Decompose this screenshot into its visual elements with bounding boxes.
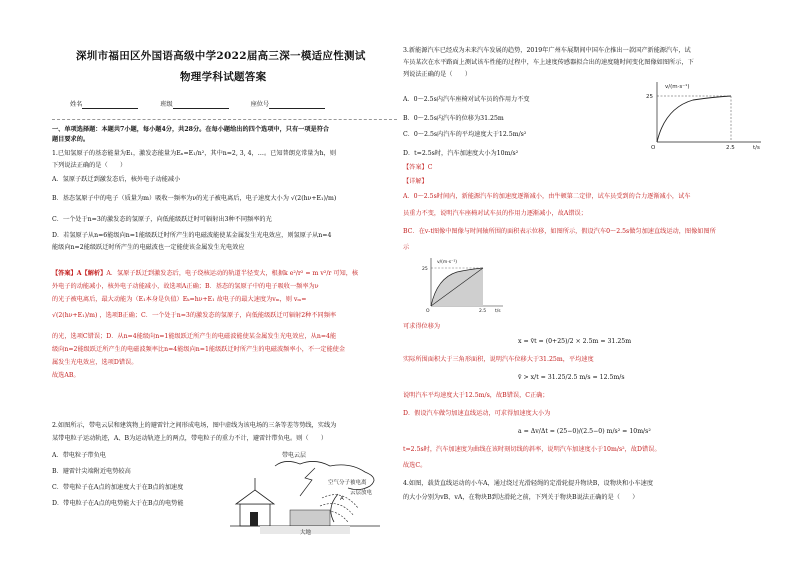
point-a-label: A <box>340 496 344 502</box>
class-label: 班级 <box>160 101 173 108</box>
q1-answer <box>52 270 358 278</box>
q3-stem: 3.新能源汽车已经成为未来汽车发展的趋势，2019年广州车展期间中国车企推出一款国产新能源汽车，试 <box>403 47 691 54</box>
q1-answer-tag: 【答案】A【解析】 <box>52 270 107 277</box>
q3-explain-7: 说明汽车平均速度大于12.5m/s，故B错误，C正确； <box>403 392 549 399</box>
q3-stem-3: 列说法正确的是（ ） <box>403 71 472 78</box>
q1-answer-line2: 外电子的动能减小，核外电子动能减小，故选项A正确；B．基态的氢原子中的电子吸收一频率为ν <box>52 283 319 290</box>
graph2-ylabel: v/(m·s⁻¹) <box>437 260 458 265</box>
building-roof <box>236 490 274 504</box>
q1-answer-line4: √(2(hν+E₁)/m) ，选项B正确；C．一个处于n=3的激发态的氢原子，向低能级跃迁可辐射2种不同频率 <box>52 312 337 319</box>
section-heading-2: 题目要求的。 <box>52 136 90 143</box>
q3-explain-9: t=2.5s时，汽车加速度为曲线在该时刻切线的斜率，说明汽车加速度小于10m/s²，故D错误。 <box>403 446 661 453</box>
q3-explain-6: 实际所围面积大于三角形面积，说明汽车位移大于31.25m，平均速度 <box>403 356 594 363</box>
q2-stem: 2.如图所示，带电云层和建筑物上的避雷针之间形成电场，图中虚线为该电场的三条等差等势线，实线为 <box>52 422 337 429</box>
building-door <box>250 512 258 526</box>
graph1-origin: O <box>651 145 656 150</box>
q2-option-c: C．带电粒子在A点的加速度大于在B点的加速度 <box>52 484 184 491</box>
q3-option-d: D．t=2.5s时，汽车加速度大小为10m/s² <box>403 150 519 157</box>
vt-graph-main <box>643 78 768 150</box>
ground-label: 大地 <box>300 530 312 536</box>
q2-figure <box>230 448 400 538</box>
q3-formula-3: a = Δv/Δt = (25−0)/(2.5−0) m/s² = 10m/s² <box>518 428 651 435</box>
page-title: 深圳市福田区外国语高级中学2022届高三深一模适应性测试 <box>76 50 366 62</box>
graph1-curve <box>657 96 731 142</box>
q2-option-a: A．带电粒子带负电 <box>52 452 106 459</box>
q1-stem-2: 下列说法正确的是（ ） <box>52 162 127 169</box>
q3-option-b: B．0～2.5s内汽车的位移为31.25m <box>403 115 504 122</box>
graph1-x25: 2.5 <box>726 145 735 150</box>
graph1-ylabel: v/(m·s⁻¹) <box>665 84 690 90</box>
q3-explain-3: BC．在v-t图像中图像与时间轴所围的面积表示位移，如图所示，假设汽车0～2.5s做匀加速直线运动，图像如图所 <box>403 228 716 235</box>
q2-option-b: B．避雷针尖端附近电势较高 <box>52 468 131 475</box>
q2-option-d: D．带电粒子在A点的电势能大于在B点的电势能 <box>52 500 184 507</box>
graph2-y25: 25 <box>422 267 428 272</box>
q3-explain-4: 示 <box>403 244 410 251</box>
right-column <box>403 0 776 562</box>
graph2-origin: O <box>426 309 430 314</box>
q3-explain-10: 故选C。 <box>403 462 427 469</box>
q1-option-b-text: B．基态氢原子中的电子（质量为m）吸收一频率为ν的光子被电离后，电子速度大小为 <box>52 195 289 202</box>
q1-option-b <box>52 195 336 203</box>
q3-explain-5: 可求得位移为 <box>403 323 441 330</box>
left-column <box>52 0 397 562</box>
seat-label: 座位号 <box>250 101 270 108</box>
q1-answer-line8: 故选AB。 <box>52 372 80 379</box>
graph2-xlabel: t/s <box>495 309 501 314</box>
q3-explain-2: 员重力不变，说明汽车座椅对试车员的作用力逐渐减小，故A错误； <box>403 210 587 217</box>
cloud-discharge-label: 云层放电 <box>350 490 373 496</box>
q3-option-a: A．0～2.5s内汽车座椅对试车员的作用力不变 <box>403 96 530 103</box>
q1-option-c: C．一个处于n=3的激发态的氢原子，向低能级跃迁时可辐射出3种不同频率的光 <box>52 216 272 223</box>
tower-structure <box>290 510 330 526</box>
q1-answer-line6: 级向n=2能级跃迁所产生的电磁波频率比n=4能级向n=1能级跃迁时所产生的电磁波频率小，不一定能使金 <box>52 346 346 353</box>
vt-graph-compare <box>421 254 511 314</box>
divider <box>52 119 397 120</box>
lightning-bolt <box>300 468 315 496</box>
q1-option-a: A．氢原子跃迁到激发态后，核外电子动能减小 <box>52 176 181 183</box>
name-label: 姓名 <box>70 101 83 108</box>
q1-option-b-formula: √(2(hν+E₁)/m) <box>290 195 337 202</box>
q1-answer-line1: A．氢原子跃迁到激发态后，电子绕核运动的轨道半径变大，根据k e²/r² = m v²/r 可知，核 <box>106 270 359 277</box>
q3-formula-2: v̄ > x/t = 31.25/2.5 m/s = 12.5m/s <box>518 374 625 381</box>
q1-answer-line3: 的光子被电离后，最大动能为（E₁本身是负值）Eₖ=hν+E₁ 故电子的最大速度为vₘ，则 vₘ= <box>52 296 307 303</box>
q1-answer-line7: 属发生光电效应，选项D错误。 <box>52 359 138 366</box>
name-field <box>70 101 325 109</box>
q3-answer: 【答案】C <box>403 164 433 171</box>
graph1-y25: 25 <box>646 94 653 100</box>
cloud-label: 带电云层 <box>282 452 307 459</box>
q3-option-c: C．0～2.5s内汽车的平均速度大于12.5m/s² <box>403 131 527 138</box>
q3-stem-2: 车员某次在水平路面上测试该车性能的过程中，车上速度传感器拟合出的速度随时间变化图像如图所示，下 <box>403 59 694 66</box>
q2-stem-2: 某带电粒子运动轨迹，A、B为运动轨迹上的两点，带电粒子的重力不计，避雷针带负电。则（ ） <box>52 435 328 442</box>
graph1-xlabel: t/s <box>753 145 760 150</box>
q1-stem: 1.已知氢原子的基态能量为E₁，激发态能量为Eₙ=E₁/n²，其中n=2, 3, 4，…。已知普朗克常量为h，则 <box>52 150 337 157</box>
q1-option-d: D．若氢原子从n=6能级向n=1能级跃迁时所产生的电磁波能使某金属发生光电效应，则氢原子从n=4 <box>52 232 332 239</box>
air-ionized-label: 空气分子被电离 <box>328 480 367 486</box>
q1-answer-line5: 的光，选项C错误；D．从n=4能级向n=1能级跃迁所产生的电磁波能使某金属发生光电效应，从n=4能 <box>52 333 337 340</box>
particle-trajectory <box>331 494 338 522</box>
q3-explain-1: A．0～2.5s时间内，新能源汽车的加速度逐渐减小，由牛顿第二定律，试车员受到的合力逐渐减小，试车 <box>403 193 691 200</box>
graph2-x25: 2.5 <box>479 309 487 314</box>
q4-stem: 4.如图，载货直线运动的小车A，通过绕过光滑轻绳的定滑轮提升物块B，设物块和小车速度 <box>403 480 654 487</box>
q3-detail-tag: 【详解】 <box>403 178 428 185</box>
q4-stem-2: 的大小分别为vB、vA，在物块B到达滑轮之前，下列关于物块B说法正确的是（ ） <box>403 494 639 501</box>
q1-option-d-2: 能级向n=2能级跃迁时所产生的电磁波也一定能使该金属发生光电效应 <box>52 244 245 251</box>
section-heading: 一、单项选择题：本题共7小题，每小题4分，共28分。在每小题给出的四个选项中，只有一项是符合 <box>52 126 330 133</box>
q3-formula-1: x = v̄t = (0+25)/2 × 2.5m = 31.25m <box>518 338 632 345</box>
page-subtitle: 物理学科试题答案 <box>180 71 267 83</box>
q3-explain-8: D．假设汽车做匀加速直线运动，可求得加速度大小为 <box>403 410 551 417</box>
